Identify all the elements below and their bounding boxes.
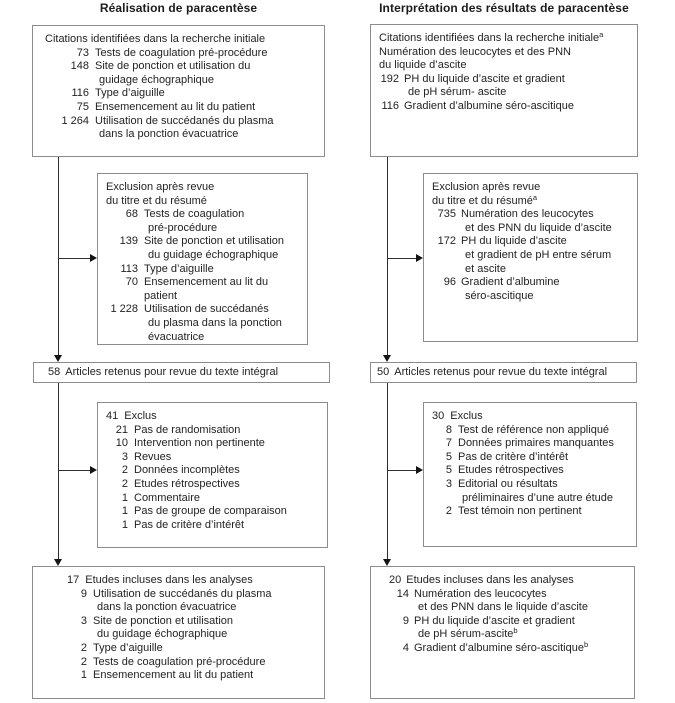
line-label: Exclusion après revue [106,181,215,193]
line-count: 1 [121,505,128,518]
line-count [432,263,461,277]
line-count [106,331,144,345]
text-line [67,656,318,670]
text-line [432,451,630,465]
text-line [106,276,301,303]
text-line [432,437,630,451]
line-count: 5 [445,464,452,477]
text-line [389,615,628,629]
line-count: 3 [80,614,87,627]
line-count [432,249,461,263]
line-label: du guidage échographique [148,248,279,261]
connector-branch-right-1 [387,258,416,259]
line-label: préliminaires d’une autre étude [462,491,614,504]
line-label: du titre et du résumé$^a$ [432,192,538,207]
line-count: 75 [76,100,89,113]
box-citations-initiales-realisation [32,25,325,157]
line-count: 116 [381,99,399,112]
text-line [45,101,318,115]
line-label: Tests de coagulation pré-procédure [93,655,266,668]
text-line [45,47,318,61]
text-line [432,222,631,236]
column-title-realisation: Réalisation de paracentèse [99,1,258,15]
line-count: 3 [445,477,452,490]
arrowhead-right-icon [90,254,97,262]
box-etudes-incluses-realisation [32,566,325,699]
line-count: 9 [80,587,87,600]
line-label: Pas de critère d’intérêt [458,450,569,463]
text-line [432,478,630,492]
line-count: 10 [115,437,128,450]
text-line [379,73,631,87]
line-count: 2 [80,641,87,654]
line-count: 14 [396,587,409,600]
line-label: Données incomplètes [134,464,240,477]
line-count: 2 [80,655,87,668]
line-count [379,86,404,100]
text-line [379,86,631,100]
line-label: Etudes incluses dans les analyses [406,574,574,586]
arrowhead-down-icon [383,355,391,362]
connector-branch-left-1 [58,258,90,259]
line-label: Citations identifiées dans la recherche initiale [45,33,266,45]
line-label: et ascite [465,262,506,275]
line-label: Tests de coagulation [144,208,245,221]
line-count: 5 [445,450,452,463]
text-line [106,208,301,222]
line-label: Exclus [124,410,157,422]
box-citations-initiales-interpretation [370,24,638,157]
line-count: 113 [120,262,138,275]
line-count: 2 [445,505,452,518]
line-count [106,317,144,331]
line-label: du titre et du résumé [106,194,207,207]
line-label: Utilisation de succédanés du plasma [93,587,272,600]
text-line [67,669,318,683]
text-line [106,331,301,345]
text-line [45,115,318,129]
footnote-marker: b [513,626,518,636]
line-label: Utilisation de succédanés [144,303,269,316]
line-label: Gradient d’albumine séro-ascitique [404,99,574,112]
line-count: 3 [121,450,128,463]
line-count: 1 228 [110,303,138,316]
line-label: Pas de groupe de comparaison [134,505,287,518]
text-line [432,192,631,209]
line-label: Etudes rétrospectives [458,464,564,477]
box-exclusion-titre-resume-realisation [97,173,308,345]
box-etudes-incluses-interpretation [370,566,635,699]
text-line [432,290,631,304]
footnote-marker: a [532,192,538,202]
line-count: 8 [445,423,452,436]
line-count: 20 [389,574,402,586]
line-label: du plasma dans la ponction [148,316,282,329]
arrowhead-right-icon [90,466,97,474]
line-count: 139 [119,235,138,248]
line-label: du guidage échographique [97,628,228,641]
text-line [67,588,318,602]
line-label: Gradient d’albumine séro-ascitique$^b$ [414,639,589,654]
connector-vertical-left-2 [58,383,59,559]
text-line [106,437,321,451]
line-label: du liquide d’ascite [379,59,467,72]
line-label: Site de ponction et utilisation [144,235,285,248]
line-count [45,74,95,88]
line-count: 68 [125,208,138,221]
text-line [45,128,318,142]
line-count [389,601,414,615]
text-line [389,628,628,642]
text-line [67,574,318,588]
text-line [389,639,628,656]
line-count: 30 [432,410,445,422]
text-line [106,222,301,236]
line-label: Etudes incluses dans les analyses [85,574,253,586]
line-label: Etudes rétrospectives [134,477,240,490]
text-line [432,505,630,519]
text-line [379,46,631,60]
line-label: pré-procédure [148,221,218,234]
line-label: Citations identifiées dans la recherche initiale$^a$ [379,30,604,44]
text-line [67,628,318,642]
text-line [106,464,321,478]
text-line [67,615,318,629]
line-label: dans la ponction évacuatrice [97,601,237,614]
line-count [432,222,461,236]
line-label: et des PNN du liquide d’ascite [465,221,612,234]
line-label: séro-ascitique [465,289,534,302]
line-label: Test de référence non appliqué [458,423,610,436]
text-line [389,588,628,602]
line-count [106,249,144,263]
text-line [379,100,631,114]
line-count: 4 [402,641,409,654]
line-count: 17 [67,574,80,586]
line-label: Type d’aiguille [144,262,214,275]
text-line [432,492,630,506]
text-line [48,366,278,380]
line-count: 70 [125,276,138,289]
line-label: Articles retenus pour revue du texte intégral [65,365,279,378]
text-line [45,60,318,74]
line-count: 2 [121,464,128,477]
text-line [379,32,631,46]
text-line [432,464,630,478]
line-count: 41 [106,410,119,422]
line-label: Site de ponction et utilisation du [95,60,251,73]
line-label: Numération des leucocytes et des PNN [379,45,571,58]
text-line [432,410,630,424]
line-count [45,128,95,142]
footnote-marker: a [599,30,604,39]
text-line [106,478,321,492]
line-label: de pH sérum-ascite$^b$ [418,626,518,641]
text-line [45,33,318,47]
line-count: 50 [377,365,390,378]
text-line [432,276,631,290]
connector-branch-right-2 [387,470,416,471]
text-line [377,366,607,380]
line-count: 21 [115,423,128,436]
text-line [106,249,301,263]
arrowhead-right-icon [416,466,423,474]
line-label: Exclusion après revue [432,181,541,193]
line-count [432,492,458,506]
line-count: 116 [71,87,89,100]
line-label: Utilisation de succédanés du plasma [95,114,274,127]
text-line [379,59,631,73]
line-label: Commentaire [134,491,201,504]
connector-vertical-right-2 [387,383,388,559]
line-label: PH du liquide d’ascite et gradient [404,72,565,85]
line-count [106,222,144,236]
line-count [432,290,461,304]
line-label: Editorial ou résultats [458,477,558,490]
line-label: Site de ponction et utilisation [93,614,234,627]
line-label: Intervention non pertinente [134,437,265,450]
line-label: Test témoin non pertinent [458,505,582,518]
line-count: 1 264 [61,114,89,127]
line-label: Type d’aiguille [93,641,163,654]
text-line [389,601,628,615]
line-label: Numération des leucocytes [461,208,594,221]
box-articles-retenus-interpretation [370,362,637,383]
line-label: Exclus [450,410,483,422]
line-label: Données primaires manquantes [458,437,614,450]
line-count: 96 [443,276,456,289]
arrowhead-right-icon [416,254,423,262]
text-line [67,601,318,615]
line-label: Type d’aiguille [95,87,165,100]
line-label: PH du liquide d’ascite [461,235,567,248]
text-line [432,235,631,249]
line-count: 73 [76,46,89,59]
text-line [45,87,318,101]
text-line [432,263,631,277]
box-exclus-realisation [97,402,328,548]
line-count: 1 [121,518,128,531]
text-line [106,410,321,424]
text-line [106,235,301,249]
text-line [45,74,318,88]
box-exclusion-titre-resume-interpretation [423,173,638,342]
line-label: dans la ponction évacuatrice [99,128,239,141]
line-count: 172 [437,235,456,248]
line-label: Articles retenus pour revue du texte intégral [394,365,608,378]
arrowhead-down-icon [54,355,62,362]
line-label: Pas de randomisation [134,423,241,436]
arrowhead-down-icon [383,559,391,566]
text-line [432,181,631,195]
text-line [432,208,631,222]
connector-branch-left-2 [58,470,90,471]
line-label: PH du liquide d’ascite et gradient [414,614,575,627]
connector-vertical-left-1 [58,157,59,355]
arrowhead-down-icon [54,559,62,566]
line-label: Ensemencement au lit du patient [95,100,256,113]
text-line [106,303,301,317]
line-label: Pas de critère d’intérêt [134,518,245,531]
text-line [106,317,301,331]
line-label: et des PNN dans le liquide d’ascite [418,601,588,614]
line-label: guidage échographique [99,73,214,86]
line-count: 1 [80,669,87,682]
box-exclus-interpretation [423,402,637,547]
column-title-interpretation: Interprétation des résultats de paracentèse [379,1,629,15]
line-label: Ensemencement au lit du patient [144,276,269,302]
box-articles-retenus-realisation [33,362,330,383]
text-line [106,505,321,519]
text-line [106,195,301,209]
text-line [106,263,301,277]
text-line [432,424,630,438]
line-count: 1 [121,491,128,504]
line-label: évacuatrice [148,330,205,343]
line-label: Revues [134,450,172,463]
line-count: 9 [402,614,409,627]
line-count: 7 [445,437,452,450]
line-count: 58 [48,365,61,378]
line-count: 735 [437,208,456,221]
line-count [67,628,93,642]
text-line [106,492,321,506]
text-line [389,574,628,588]
line-label: Numération des leucocytes [414,587,547,600]
line-count [389,628,414,642]
text-line [67,642,318,656]
line-label: Ensemencement au lit du patient [93,669,254,682]
text-line [106,451,321,465]
line-label: de pH sérum- ascite [408,86,507,99]
text-line [106,181,301,195]
text-line [106,519,321,533]
line-label: Tests de coagulation pré-procédure [95,46,268,59]
footnote-marker: b [583,639,589,649]
line-count: 148 [70,60,89,73]
line-label: et gradient de pH entre sérum [465,248,612,261]
line-label: Gradient d’albumine [461,276,560,289]
text-line [106,424,321,438]
connector-vertical-right-1 [387,157,388,355]
line-count: 2 [121,477,128,490]
line-count [67,601,93,615]
line-count: 192 [380,72,399,85]
text-line [432,249,631,263]
